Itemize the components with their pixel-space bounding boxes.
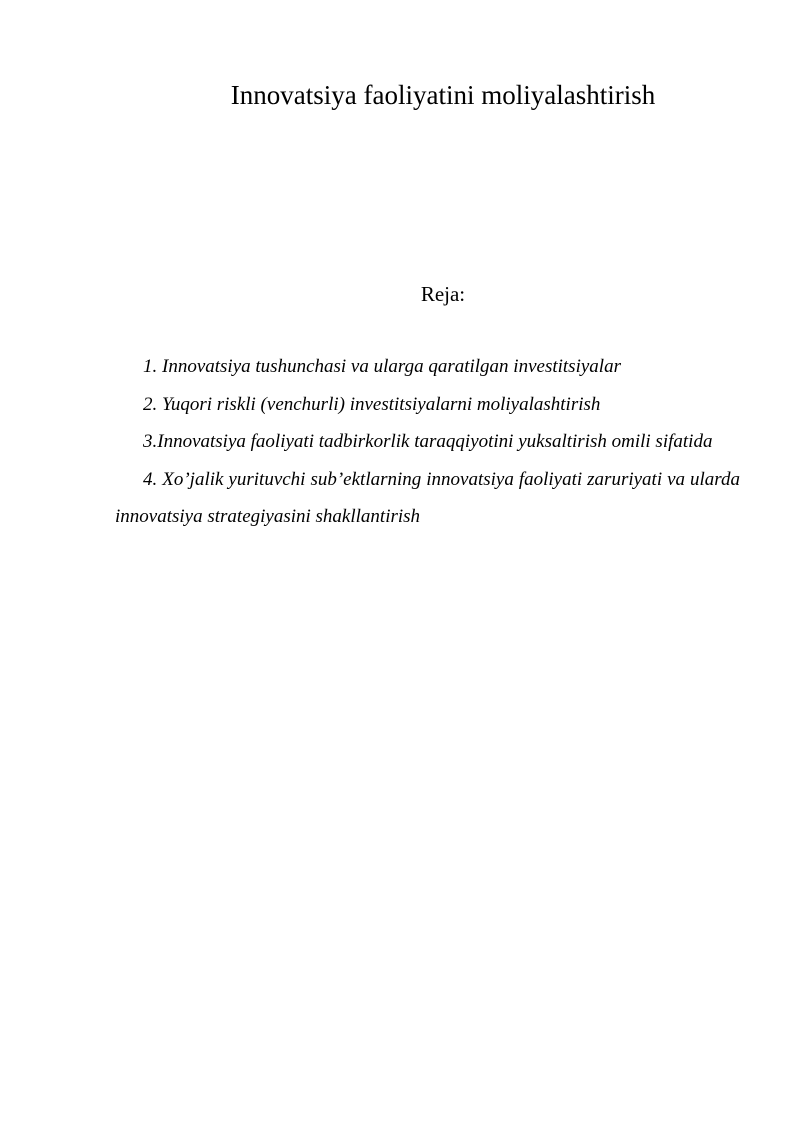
plan-item-4: 4. Xo’jalik yurituvchi sub’ektlarning innovatsiya faoliyati zaruriyati va ularda innovatsiya strategiyasini shakllantirish [115,468,740,527]
plan-item-2: 2. Yuqori riskli (venchurli) investitsiyalarni moliyalashtirish [143,393,601,415]
plan-list [115,348,740,536]
document-title: Innovatsiya faoliyatini moliyalashtirish [230,80,656,110]
plan-item-3: 3.Innovatsiya faoliyati tadbirkorlik taraqqiyotini yuksaltirish omili sifatida [143,431,713,452]
plan-item-1: 1. Innovatsiya tushunchasi va ularga qaratilgan investitsiyalar [143,356,621,377]
plan-heading: Reja: [420,282,466,306]
